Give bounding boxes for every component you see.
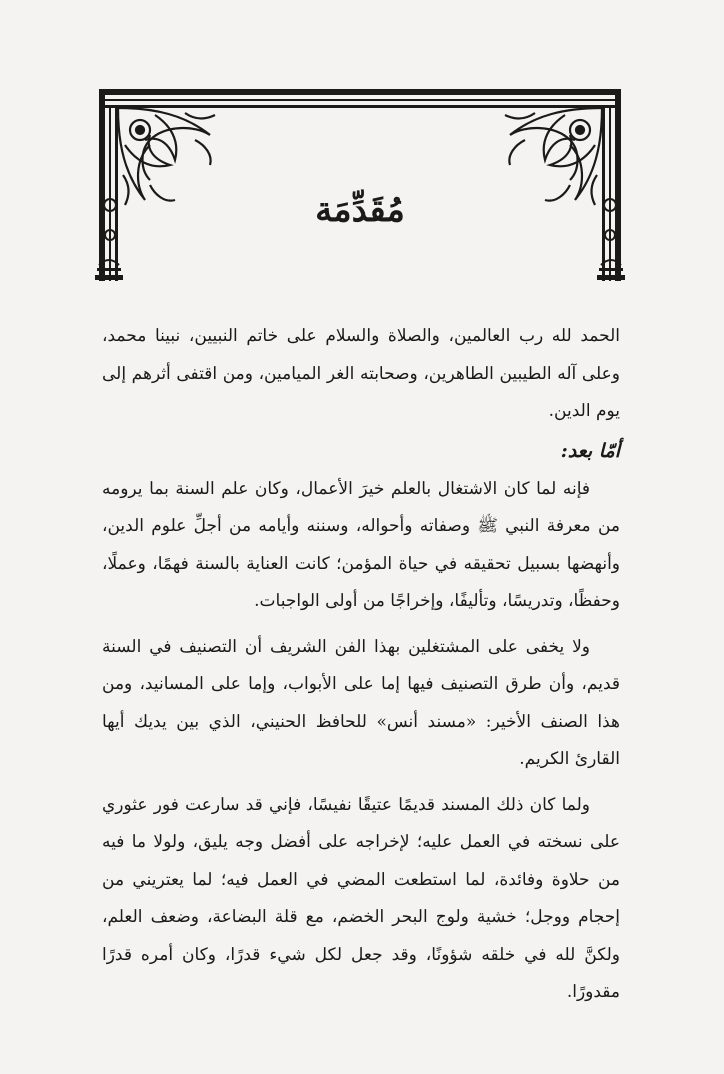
paragraph-opening: الحمد لله رب العالمين، والصلاة والسلام على خاتم النبيين، نبينا محمد، وعلى آله الطيبين الطاهرين، وصحابته الغر الميامين، ومن اقتفى أثرهم إلى يوم الدين. [102, 326, 620, 421]
paragraph-1: فإنه لما كان الاشتغال بالعلم خيرَ الأعمال، وكان علم السنة بما يرومه من معرفة النبي ﷺ وصفاته وأحواله، وسننه وأيامه من أجلِّ علوم الدين، وأنهضها بسبيل تحقيقه في حياة المؤمن؛ كانت العناية بالسنة فهمًا، وعملًا، وحفظًا، وتدريسًا، وتأليفًا، وإخراجًا من أولى الواجبات. [102, 478, 620, 611]
ornamental-frame [95, 85, 625, 285]
chapter-title: مُقَدِّمَة [315, 190, 405, 230]
ornamental-frame-graphic [95, 85, 625, 285]
body-text [102, 318, 620, 1012]
amma-baad-heading: أمّا بعد: [560, 439, 620, 462]
paragraph-2: ولا يخفى على المشتغلين بهذا الفن الشريف أن التصنيف في السنة قديم، وأن طرق التصنيف فيها إما على الأبواب، وإما على المسانيد، ومن هذا الصنف الأخير: «مسند أنس» للحافظ الحنيني، الذي بين يديك أيها القارئ الكريم. [102, 636, 620, 769]
paragraph-3: ولما كان ذلك المسند قديمًا عتيقًا نفيسًا، فإني قد سارعت فور عثوري على نسخته في العمل عليه؛ لإخراجه على أفضل وجه يليق، ولولا ما فيه من حلاوة وفائدة، لما استطعت المضي في العمل فيه؛ لما يعتريني من إحجام ووجل؛ خشية ولوج البحر الخضم، مع قلة البضاعة، وضعف العلم، ولكنَّ لله في خلقه شؤونًا، وقد جعل لكل شيء قدرًا، وكان أمره قدرًا مقدورًا. [102, 794, 620, 1002]
